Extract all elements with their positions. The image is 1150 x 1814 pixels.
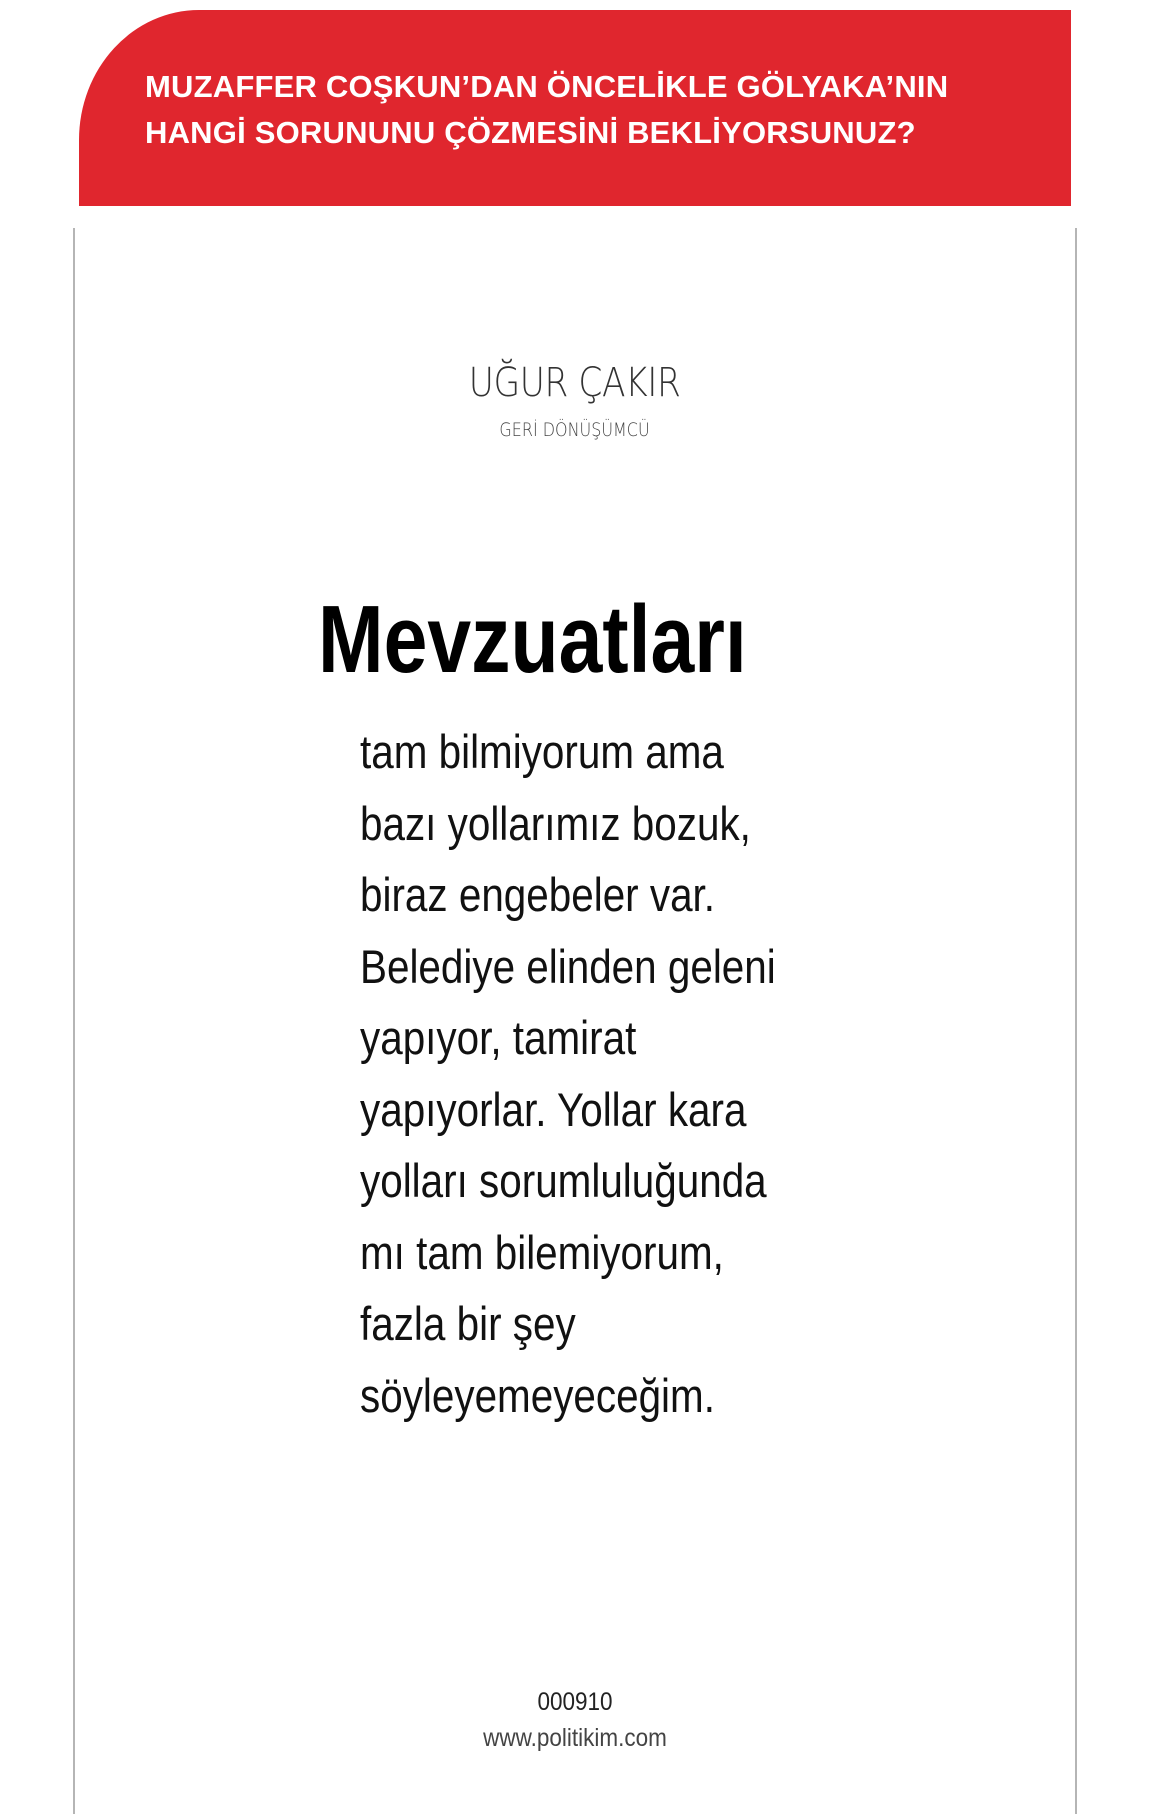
answer-line: yapıyorlar. Yollar kara [360,1082,747,1136]
left-border-line [73,228,75,1814]
author-role: GERİ DÖNÜŞÜMCÜ [499,419,650,441]
right-border-line [1075,228,1077,1814]
author-name: UĞUR ÇAKIR [468,360,681,406]
answer-line: Belediye elinden geleni [360,939,776,993]
question-title-line-1: MUZAFFER COŞKUN’DAN ÖNCELİKLE GÖLYAKA’NIN [145,69,949,104]
document-code: 000910 [537,1688,613,1716]
question-title [145,64,1045,156]
answer-line: bazı yollarımız bozuk, [360,796,751,850]
answer-line: yolları sorumluluğunda [360,1154,767,1207]
answer-line: biraz engebeler var. [360,868,716,921]
question-title-line-2: HANGİ SORUNUNU ÇÖZMESİNİ BEKLİYORSUNUZ? [145,115,916,150]
answer-line: tam bilmiyorum ama [360,725,724,778]
answer-line: yapıyor, tamirat [360,1011,637,1064]
answer-headline: Mevzuatları [318,586,747,693]
answer-line: mı tam bilemiyorum, [360,1225,724,1279]
answer-line: fazla bir şey [360,1297,576,1350]
website-url[interactable]: www.politikim.com [483,1724,667,1752]
answer-text [360,716,920,1431]
answer-line: söyleyemeyeceğim. [360,1368,715,1422]
